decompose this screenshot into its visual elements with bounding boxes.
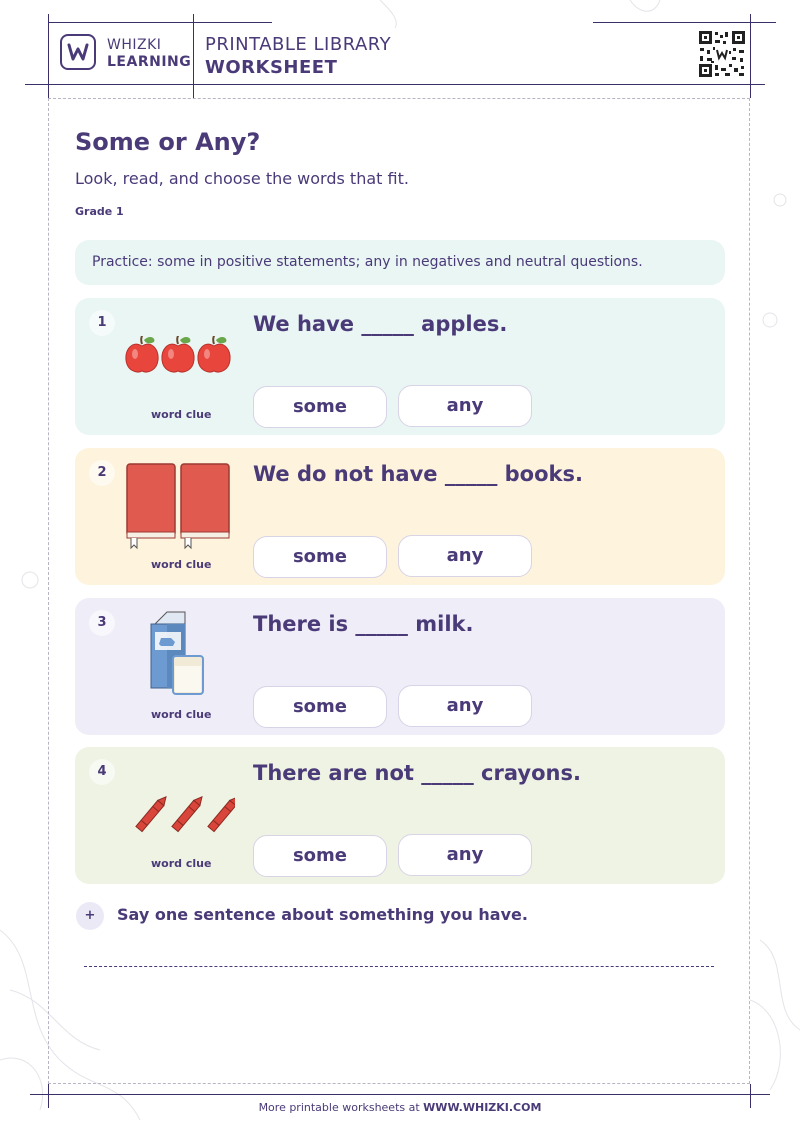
milk-icon — [123, 610, 235, 702]
question-card — [75, 448, 725, 585]
logo-w-icon — [67, 42, 89, 62]
whizki-logo — [60, 34, 96, 70]
option-any-button[interactable]: any — [398, 685, 532, 727]
option-any-button[interactable]: any — [398, 535, 532, 577]
option-some-button[interactable]: some — [253, 835, 387, 877]
speaking-prompt: Say one sentence about something you have. — [117, 905, 528, 924]
footer-site-link[interactable]: WWW.WHIZKI.COM — [423, 1101, 542, 1114]
question-card — [75, 747, 725, 884]
question-number: 1 — [89, 310, 115, 336]
apple-icon — [123, 336, 235, 402]
question-sentence: There is _____ milk. — [253, 612, 474, 636]
grade-label: Grade 1 — [75, 205, 124, 218]
question-number: 4 — [89, 759, 115, 785]
word-clue-label: word clue — [151, 408, 212, 421]
footer-rule — [30, 1094, 770, 1095]
header-rule — [25, 84, 765, 85]
qr-code-icon[interactable] — [698, 30, 746, 78]
question-sentence: There are not _____ crayons. — [253, 761, 581, 785]
word-clue-label: word clue — [151, 857, 212, 870]
worksheet-title: Some or Any? — [75, 128, 261, 156]
question-sentence: We have _____ apples. — [253, 312, 508, 336]
book-icon — [123, 462, 235, 552]
option-any-button[interactable]: any — [398, 834, 532, 876]
question-card — [75, 598, 725, 735]
question-number: 2 — [89, 460, 115, 486]
option-some-button[interactable]: some — [253, 386, 387, 428]
footer-prefix: More printable worksheets at — [258, 1101, 424, 1114]
header-rule-top-left — [48, 22, 272, 23]
word-clue-label: word clue — [151, 558, 212, 571]
header-divider — [193, 14, 194, 98]
header-rule-top-right — [593, 22, 776, 23]
crayon-icon — [123, 785, 235, 851]
question-sentence: We do not have _____ books. — [253, 462, 583, 486]
brand-name: WHIZKI — [107, 37, 162, 53]
frame-right-edge — [750, 14, 751, 98]
option-any-button[interactable]: any — [398, 385, 532, 427]
footer-text — [0, 1101, 800, 1114]
frame-left-edge — [48, 14, 49, 98]
brand-subname: LEARNING — [107, 54, 192, 70]
header-worksheet-title: WORKSHEET — [205, 57, 338, 78]
header-library-title: PRINTABLE LIBRARY — [205, 34, 392, 55]
answer-line[interactable] — [84, 966, 714, 967]
option-some-button[interactable]: some — [253, 536, 387, 578]
question-number: 3 — [89, 610, 115, 636]
worksheet-instructions: Look, read, and choose the words that fit. — [75, 169, 409, 188]
question-card — [75, 298, 725, 435]
word-clue-label: word clue — [151, 708, 212, 721]
practice-note: Practice: some in positive statements; any in negatives and neutral questions. — [75, 240, 725, 285]
option-some-button[interactable]: some — [253, 686, 387, 728]
plus-icon: + — [76, 902, 104, 930]
